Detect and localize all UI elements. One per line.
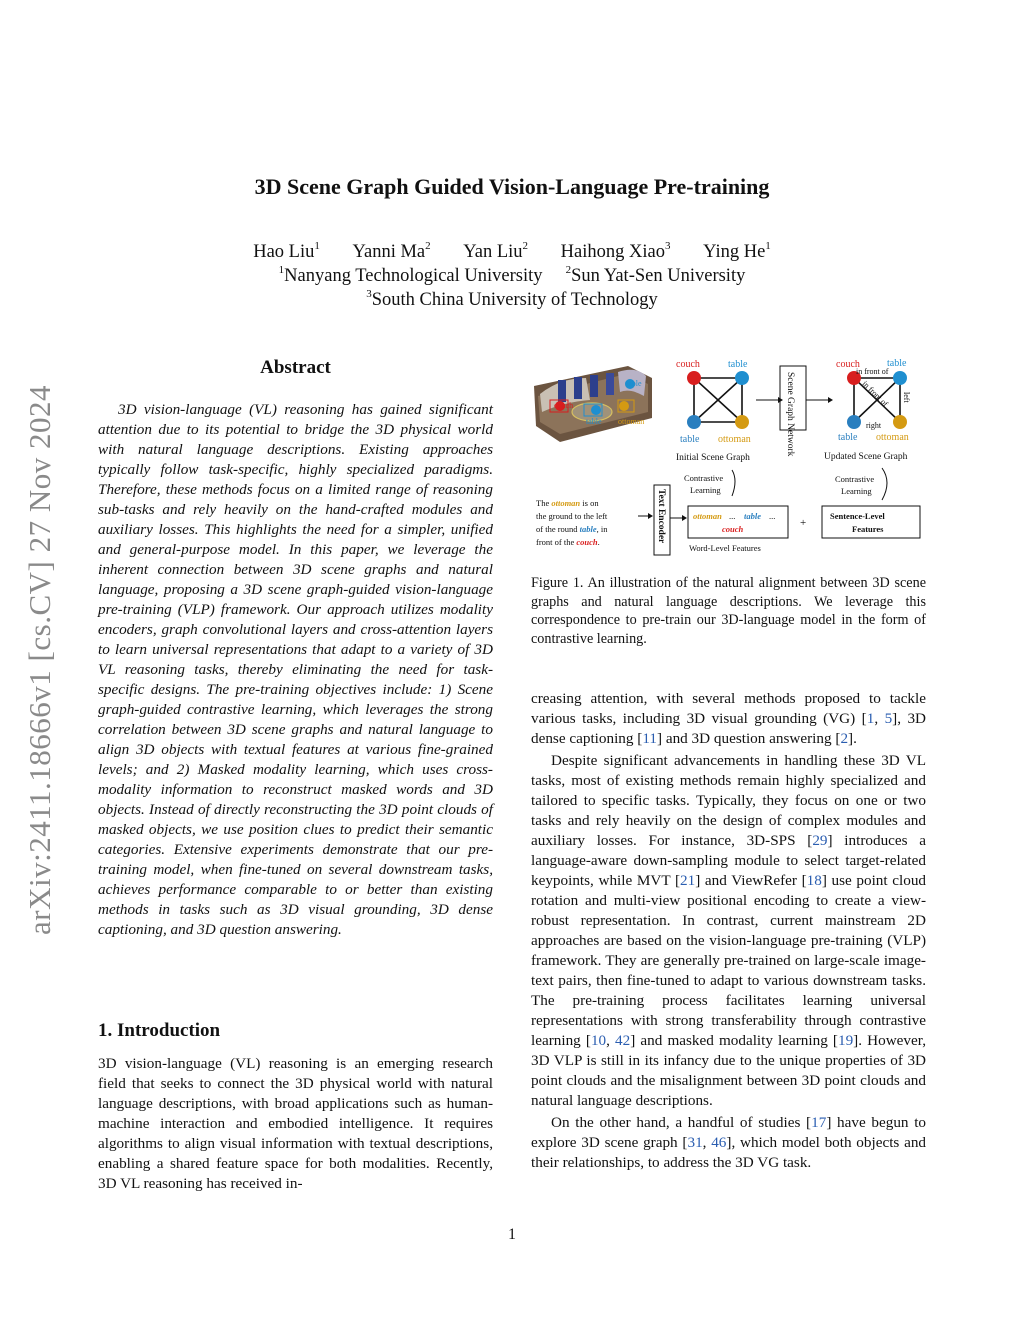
svg-text:The ottoman is on: The ottoman is on (536, 498, 599, 508)
intro-right-text (531, 689, 926, 1175)
svg-text:the ground to the left: the ground to the left (536, 511, 608, 521)
citation-link[interactable]: 29 (812, 832, 828, 849)
node-label-ottoman: ottoman (876, 432, 909, 443)
edge-label: in front of (856, 367, 889, 376)
citation-link[interactable]: 17 (811, 1114, 827, 1131)
scene-label: ottoman (618, 417, 645, 426)
author-line (0, 240, 1024, 264)
citation-link[interactable]: 31 (687, 1134, 703, 1151)
figure-1-caption: Figure 1. An illustration of the natural alignment between 3D scene graphs and natural language descriptions. We leverage this correspondence to pre-train our 3D-language model in the form of contrastive learning. (531, 575, 926, 647)
node-label-couch: couch (836, 359, 860, 370)
author: Haihong Xiao$^3$ (560, 240, 671, 262)
graph-node-ottoman (893, 415, 907, 429)
citation-link[interactable]: 5 (884, 710, 893, 727)
author: Ying He$^1$ (703, 240, 771, 262)
citation-link[interactable]: 19 (837, 1032, 854, 1049)
edge-label: in front of (860, 379, 890, 409)
svg-text:front of the couch.: front of the couch. (536, 537, 600, 547)
graph-node-table (847, 415, 861, 429)
author: Yanni Ma$^2$ (352, 240, 431, 262)
citation-link[interactable]: 10 (590, 1032, 607, 1049)
node-label-couch: couch (676, 359, 700, 370)
citation-link[interactable]: 1 (866, 710, 875, 727)
graph-node-table (735, 371, 749, 385)
edge-label: left (902, 392, 911, 403)
edge-label: right (866, 421, 882, 430)
graph-node-couch (687, 371, 701, 385)
plus-sign: + (800, 517, 807, 529)
updated-scene-graph (824, 358, 911, 462)
citation-link[interactable]: 42 (615, 1032, 631, 1049)
graph-node-ottoman (735, 415, 749, 429)
paragraph: creasing attention, with several methods proposed to tackle various tasks, including 3D visual grounding (VG) [1, 5], 3D dense captioning [11] and 3D question answering [2]. (531, 690, 927, 747)
intro-heading: 1. Introduction (98, 1020, 221, 1041)
graph-node-table (893, 371, 907, 385)
svg-text:Sentence-Level: Sentence-Level (830, 511, 885, 521)
sentence-level-features (822, 506, 920, 538)
svg-text:table: table (744, 511, 761, 521)
affiliation: $^3$South China University of Technology (366, 288, 658, 310)
svg-text:Contrastive: Contrastive (684, 473, 724, 483)
contrastive-learning-updated (835, 468, 887, 500)
updated-graph-label: Updated Scene Graph (824, 452, 908, 462)
svg-text:Learning: Learning (841, 486, 872, 496)
svg-text:Contrastive: Contrastive (835, 474, 875, 484)
abstract-heading: Abstract (260, 357, 331, 378)
citation-link[interactable]: 18 (806, 872, 822, 889)
author: Yan Liu$^2$ (463, 240, 529, 262)
citation-link[interactable]: 11 (642, 730, 657, 747)
svg-text:couch: couch (722, 524, 744, 534)
node-label-table: table (728, 359, 748, 370)
contrastive-learning-initial (684, 470, 735, 496)
initial-graph-label: Initial Scene Graph (676, 453, 750, 463)
svg-text:...: ... (729, 511, 736, 521)
scene-graph-network-label: Scene Graph Network (785, 372, 795, 457)
scene-label: table (626, 379, 642, 388)
scene-label: table (586, 417, 602, 426)
figure-1-diagram (530, 356, 930, 562)
text-encoder-box (638, 485, 687, 555)
page-number: 1 (508, 1226, 516, 1243)
text-encoder-label: Text Encoder (656, 489, 666, 544)
intro-left-text: 3D vision-language (VL) reasoning is an emerging research field that seeks to connect the 3D physical world with natural language descriptions, with broad applications such as human-machine interaction and embodied intelligence. It requires algorithms to align visual information with textual descriptions, enabling a shared feature space for both modalities. Recently, 3D VL reasoning has received in- (98, 1055, 493, 1192)
node-label-table: table (838, 432, 858, 443)
citation-link[interactable]: 2 (840, 730, 849, 747)
svg-text:...: ... (769, 511, 776, 521)
point-cloud-scene (534, 366, 652, 442)
author: Hao Liu$^1$ (253, 240, 320, 262)
graph-node-table (687, 415, 701, 429)
citation-link[interactable]: 46 (711, 1134, 727, 1151)
node-label-ottoman: ottoman (718, 434, 751, 445)
paper-title: 3D Scene Graph Guided Vision-Language Pre-training (254, 174, 770, 199)
paragraph: On the other hand, a handful of studies [17] have begun to explore 3D scene graph [31, 46], which model both objects and their relationships, to address the 3D VG task. (531, 1114, 927, 1171)
svg-text:Features: Features (852, 524, 884, 534)
arxiv-identifier: arXiv:2411.18666v1 [cs.CV] 27 Nov 2024 (22, 385, 57, 935)
paragraph: Despite significant advancements in handling these 3D VL tasks, most of existing methods remain highly specialized and tailored to specific tasks. Typically, they focus on one or two tasks and rely heavily on the design of complex modules and auxiliary losses. For instance, 3D-SPS [29] introduces a language-aware down-sampling module to select target-related keypoints, while MVT [21] and ViewRefer [18] use point cloud rotation and multi-view positional encoding to create a view-robust representation. In contrast, current mainstream 2D approaches are based on the vision-language pre-training (VLP) framework. They are generally pre-trained on large-scale image-text pairs, then fine-tuned to adapt to various downstream tasks. The pre-training process facilitates learning universal representations with strong transferability through contrastive learning [10, 42] and masked modality learning [19]. However, 3D VLP is still in its infancy due to the unique properties of 3D point clouds and the misalignment between 3D point clouds and natural language descriptions. (531, 752, 927, 1109)
affiliation-line (0, 264, 1024, 288)
svg-text:of the round table, in: of the round table, in (536, 524, 608, 534)
node-label-table: table (680, 434, 700, 445)
affiliation-line (0, 288, 1024, 312)
figure-1 (530, 356, 930, 562)
word-level-features (688, 506, 788, 553)
node-label-table: table (887, 358, 907, 369)
scene-label: couch (554, 401, 574, 410)
text-description (536, 498, 608, 547)
author-block (0, 240, 1024, 312)
word-level-label: Word-Level Features (689, 543, 761, 553)
scene-graph-network-box (756, 366, 833, 457)
affiliation: $^1$Nanyang Technological University (278, 264, 543, 286)
svg-text:Learning: Learning (690, 485, 721, 495)
abstract-text: 3D vision-language (VL) reasoning has gained significant attention due to its potential to bridge the 3D physical world with natural language descriptions. Existing approaches typically follow task-specific, highly specialized paradigms. Therefore, these methods focus on a limited range of reasoning sub-tasks and rely heavily on the hand-crafted modules and auxiliary losses. This highlights the need for a simpler, unified and general-purpose model. In this paper, we leverage the inherent connection between 3D scene graphs and natural language, proposing a 3D scene graph-guided vision-language pre-training (VLP) framework. Our approach utilizes modality encoders, graph convolutional layers and cross-attention layers to learn universal representations that adapt to a variety of 3D VL reasoning tasks, thereby eliminating the need for task-specific designs. The pre-training objectives include: 1) Scene graph-guided contrastive learning, which leverages the strong correlation between 3D scene graphs and natural language to align 3D objects with textual features at various fine-grained levels; and 2) Masked modality learning, which uses cross-modality information to reconstruct masked words and 3D objects. Instead of directly reconstructing the 3D point clouds of masked objects, we use position clues to predict their semantic categories. Extensive experiments demonstrate that our pre-training model, when fine-tuned on several downstream tasks, achieves performance comparable to or better than existing methods in tasks such as 3D visual grounding, 3D dense captioning, and 3D question answering. (98, 401, 493, 938)
initial-scene-graph (676, 359, 751, 463)
affiliation: $^2$Sun Yat-Sen University (565, 264, 746, 286)
citation-link[interactable]: 21 (680, 872, 696, 889)
svg-text:ottoman: ottoman (693, 511, 722, 521)
